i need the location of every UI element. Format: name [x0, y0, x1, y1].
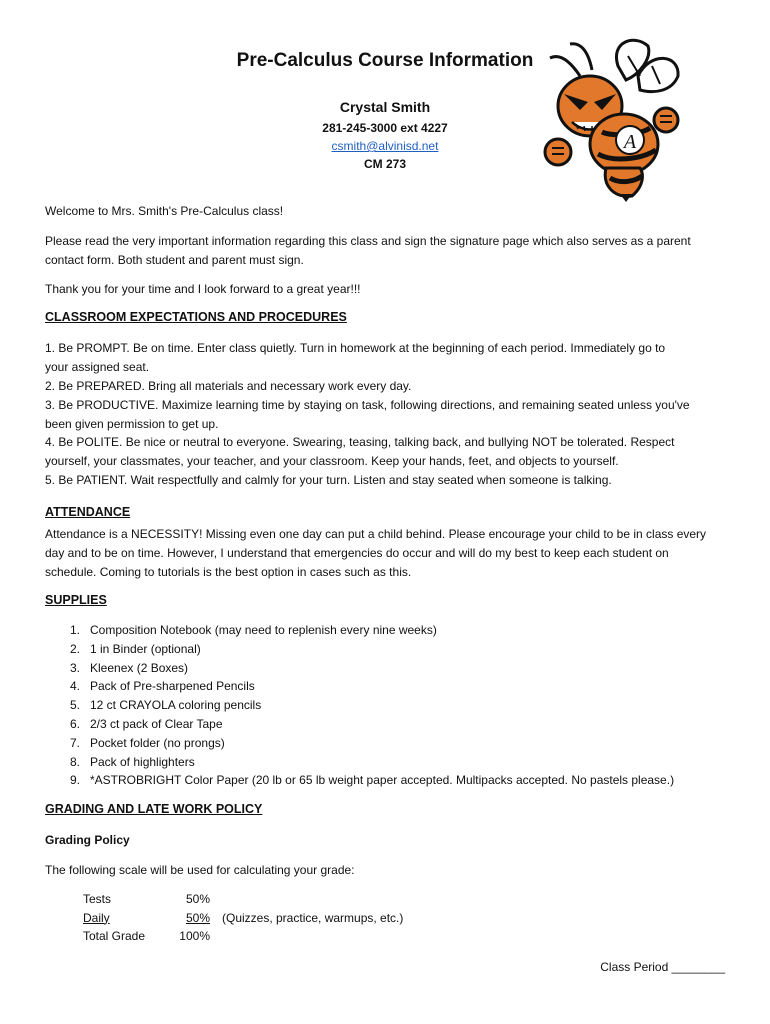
list-item-text: *ASTROBRIGHT Color Paper (20 lb or 65 lb weight paper accepted. Multipacks accepted. No pastels please.): [90, 773, 675, 788]
list-number: 2.: [69, 641, 80, 656]
list-number: 9.: [69, 773, 80, 788]
expectations-line: 3. Be PRODUCTIVE. Maximize learning time by staying on task, following directions, and remaining seated unless you've: [45, 398, 690, 412]
list-item-text: 2/3 ct pack of Clear Tape: [90, 716, 223, 731]
list-item-text: Composition Notebook (may need to replenish every nine weeks): [90, 623, 437, 637]
expectations-line: 4. Be POLITE. Be nice or neutral to everyone. Swearing, teasing, talking back, and bullying NOT be tolerated. Respect: [45, 435, 675, 449]
list-number: 8.: [69, 754, 80, 769]
list-number: 7.: [69, 735, 80, 750]
table-row: [83, 909, 403, 928]
expectations-line: yourself, your classmates, your teacher, and your classroom. Keep your hands, feet, and objects to yourself.: [45, 454, 619, 468]
list-item: [45, 734, 725, 753]
list-number: 4.: [69, 679, 80, 694]
supplies-list: [45, 621, 725, 790]
list-number: 6.: [69, 716, 80, 731]
hornet-mascot-icon: [540, 36, 688, 202]
grade-scale-table: [83, 890, 403, 946]
list-item-text: Kleenex (2 Boxes): [90, 660, 189, 675]
expectations-line: 5. Be PATIENT. Wait respectfully and calmly for your turn. Listen and stay seated when someone is talking.: [45, 473, 612, 487]
list-item: [45, 640, 725, 659]
list-item: [45, 771, 725, 790]
expectations-line: 1. Be PROMPT. Be on time. Enter class quietly. Turn in homework at the beginning of each period. Immediately go to: [45, 341, 666, 355]
attendance-heading: ATTENDANCE: [45, 505, 131, 519]
attendance-line: schedule. Coming to tutorials is the best option in cases such as this.: [45, 565, 412, 579]
grade-category: Total Grade: [83, 929, 146, 944]
class-period-field[interactable]: Class Period ________: [600, 960, 725, 974]
grade-weight: 100%: [179, 929, 210, 944]
list-item-text: 12 ct CRAYOLA coloring pencils: [90, 698, 262, 713]
list-item-text: Pocket folder (no prongs): [90, 735, 225, 750]
grading-heading: GRADING AND LATE WORK POLICY: [45, 802, 263, 816]
grading-subheading: Grading Policy: [45, 833, 130, 847]
page-title: Pre-Calculus Course Information: [236, 50, 534, 71]
grade-weight: 50%: [185, 892, 210, 906]
mascot-letter: A: [623, 131, 637, 153]
table-row: [83, 927, 403, 946]
expectations-line: 2. Be PREPARED. Bring all materials and necessary work every day.: [45, 379, 412, 393]
attendance-line: Attendance is a NECESSITY! Missing even one day can put a child behind. Please encourage your child to be in class every: [45, 527, 707, 541]
expectations-line: been given permission to get up.: [45, 417, 219, 431]
list-item: [45, 621, 725, 640]
list-item-text: 1 in Binder (optional): [90, 641, 201, 656]
grade-weight: 50%: [185, 910, 210, 925]
list-item-text: Pack of Pre-sharpened Pencils: [90, 679, 255, 694]
thanks-text: Thank you for your time and I look forward to a great year!!!: [45, 282, 361, 296]
list-number: 3.: [69, 660, 80, 675]
list-item: [45, 659, 725, 678]
list-item: [45, 696, 725, 715]
intro-line-1: Please read the very important information regarding this class and sign the signature page which also serves as a parent: [45, 234, 691, 248]
grading-scale-intro: The following scale will be used for calculating your grade:: [45, 863, 355, 877]
intro-line-2: contact form. Both student and parent must sign.: [45, 253, 304, 267]
classroom-number: CM 273: [363, 157, 407, 171]
expectations-line: your assigned seat.: [45, 360, 150, 374]
list-item: [45, 677, 725, 696]
teacher-phone: 281-245-3000 ext 4227: [322, 121, 448, 135]
list-item-text: Pack of highlighters: [90, 754, 195, 769]
list-number: 5.: [69, 698, 80, 713]
attendance-line: day and to be on time. However, I understand that emergencies do occur and will do my best to keep each student on: [45, 546, 669, 560]
expectations-heading: CLASSROOM EXPECTATIONS AND PROCEDURES: [45, 310, 347, 324]
supplies-heading: SUPPLIES: [45, 593, 107, 607]
welcome-text: Welcome to Mrs. Smith's Pre-Calculus class!: [45, 204, 284, 218]
list-item: [45, 753, 725, 772]
list-number: 1.: [69, 623, 80, 637]
teacher-email-link[interactable]: csmith@alvinisd.net: [331, 139, 439, 153]
table-row: [83, 890, 403, 909]
list-item: [45, 715, 725, 734]
grade-note: (Quizzes, practice, warmups, etc.): [222, 910, 404, 925]
grade-category: Tests: [83, 892, 112, 906]
teacher-name: Crystal Smith: [339, 99, 431, 115]
grade-category: Daily: [83, 910, 110, 925]
